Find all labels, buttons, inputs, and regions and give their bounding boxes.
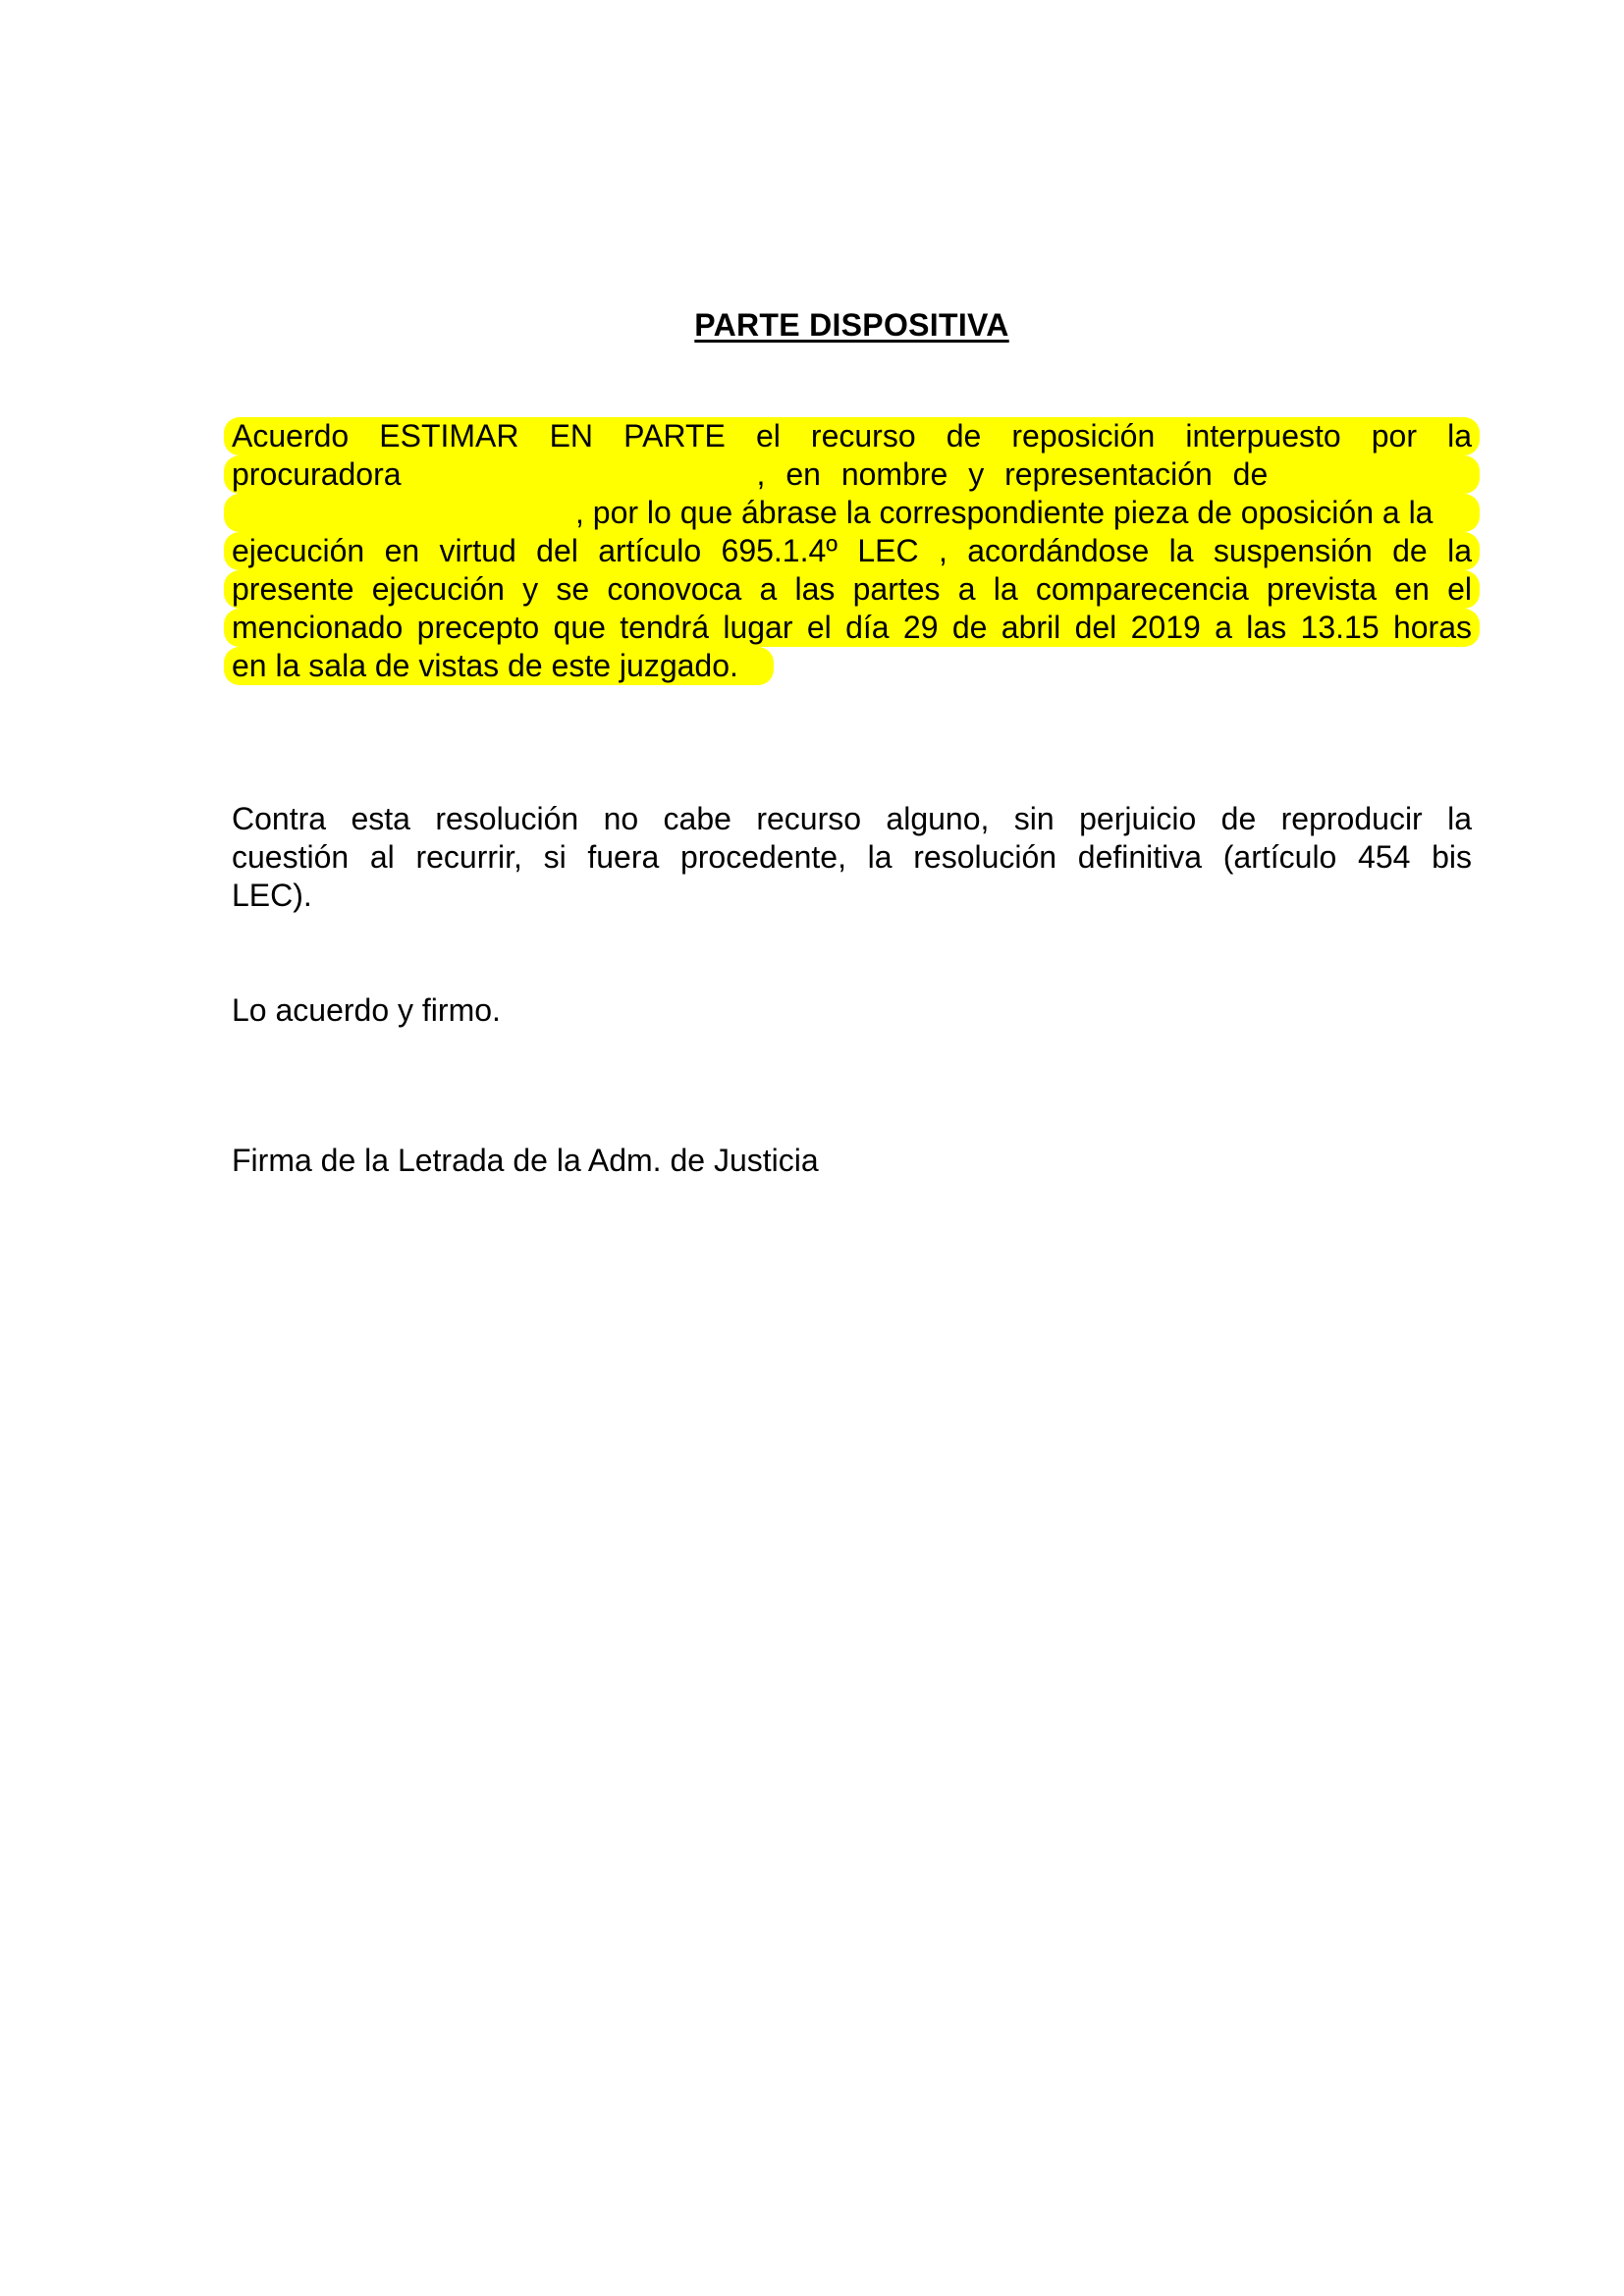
document-title: PARTE DISPOSITIVA [694, 307, 1009, 343]
ruling-line: presente ejecución y se conovoca a las partes a la comparecencia prevista en el [232, 570, 1472, 609]
signature-line: Firma de la Letrada de la Adm. de Justicia [232, 1143, 819, 1178]
ruling-line: Acuerdo ESTIMAR EN PARTE el recurso de reposición interpuesto por la [232, 417, 1472, 455]
ruling-line-last: en la sala de vistas de este juzgado. [232, 647, 1472, 685]
ruling-line [232, 455, 1472, 494]
ruling-paragraph [232, 417, 1472, 685]
appeal-paragraph: Contra esta resolución no cabe recurso alguno, sin perjuicio de reproducir la cuestión al recurrir, si fuera procedente, la resolución definitiva (artículo 454 bis LEC). [232, 801, 1472, 913]
closing-statement: Lo acuerdo y firmo. [232, 992, 501, 1028]
ruling-line: ejecución en virtud del artículo 695.1.4º LEC , acordándose la suspensión de la [232, 532, 1472, 570]
ruling-line: mencionado precepto que tendrá lugar el día 29 de abril del 2019 a las 13.15 horas [232, 609, 1472, 647]
procuradora-label: procuradora [232, 456, 402, 492]
representation-text: , en nombre y representación de [756, 456, 1269, 492]
ruling-line: , por lo que ábrase la correspondiente pieza de oposición a la [232, 494, 1472, 532]
